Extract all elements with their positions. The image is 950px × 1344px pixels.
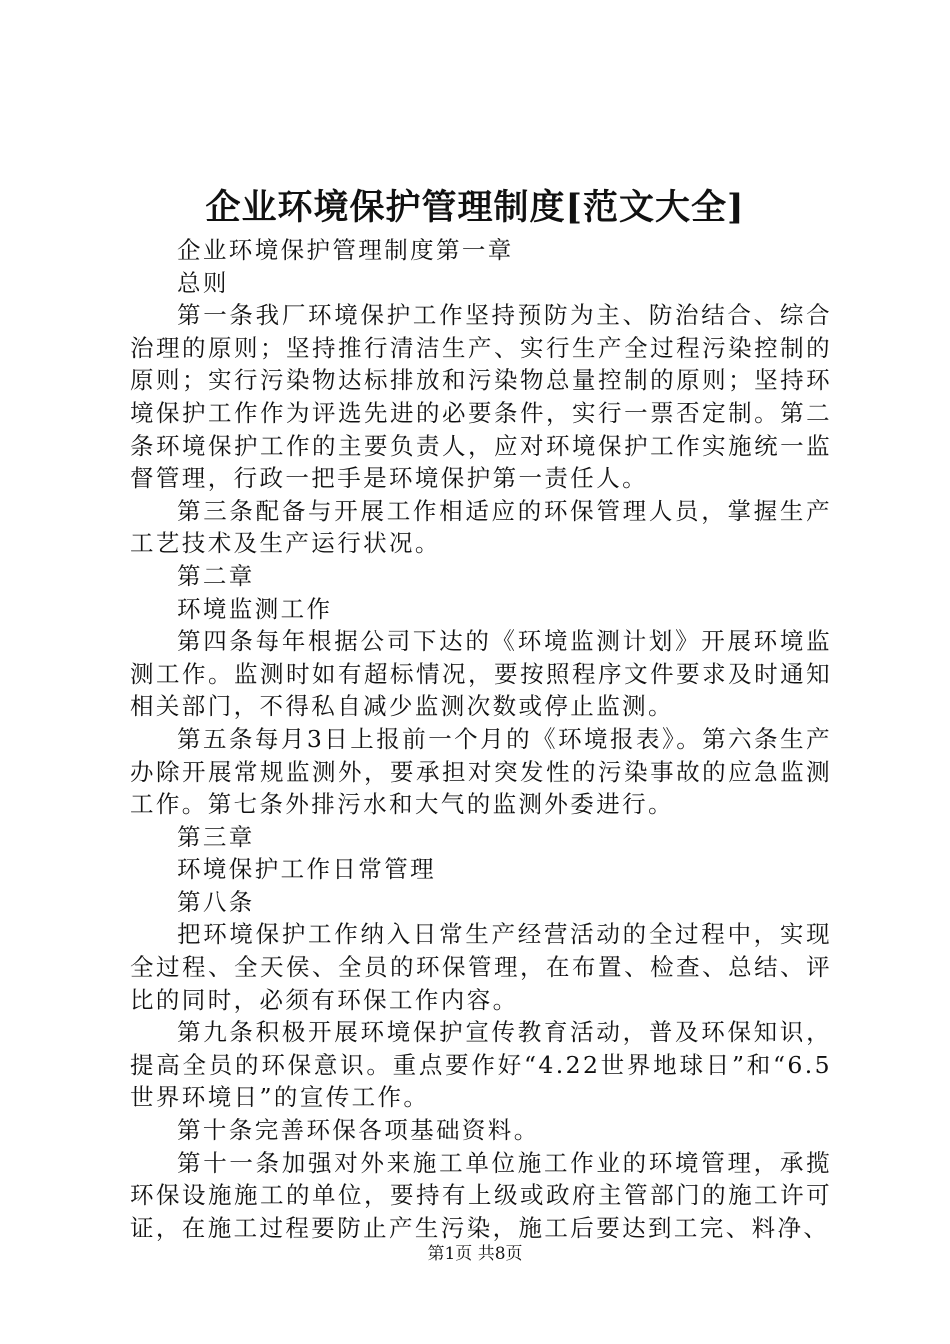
paragraph-chapter-3-heading: 第三章 — [177, 822, 255, 851]
document-title: 企业环境保护管理制度[范文大全] — [205, 187, 745, 228]
paragraph-chapter-2-heading: 第二章 — [177, 561, 255, 590]
document-body — [130, 234, 832, 1244]
paragraph-article-10: 第十条完善环保各项基础资料。 — [177, 1116, 540, 1145]
paragraph-article-9: 第九条积极开展环境保护宣传教育活动，普及环保知识，提高全员的环保意识。重点要作好“4.22世界地球日”和“6.5世界环境日”的宣传工作。 — [130, 1018, 832, 1112]
paragraph-article-4: 第四条每年根据公司下达的《环境监测计划》开展环境监测工作。监测时如有超标情况，要按照程序文件要求及时通知相关部门，不得私自减少监测次数或停止监测。 — [130, 627, 832, 721]
page-footer: 第1页 共8页 — [427, 1244, 523, 1264]
paragraph-general-provisions: 总则 — [177, 268, 229, 297]
paragraph-article-5: 第五条每月3日上报前一个月的《环境报表》。第六条生产办除开展常规监测外，要承担对突发性的污染事故的应急监测工作。第七条外排污水和大气的监测外委进行。 — [130, 724, 832, 819]
paragraph-article-3: 第三条配备与开展工作相适应的环保管理人员，掌握生产工艺技术及生产运行状况。 — [130, 496, 832, 558]
paragraph-article-1: 第一条我厂环境保护工作坚持预防为主、防治结合、综合治理的原则；坚持推行清洁生产、实行生产全过程污染控制的原则；实行污染物达标排放和污染物总量控制的原则；坚持环境保护工作作为评选先进的必要条件，实行一票否定制。第二条环境保护工作的主要负责人，应对环境保护工作实施统一监督管理，行政一把手是环境保护第一责任人。 — [130, 301, 832, 493]
paragraph-article-8: 把环境保护工作纳入日常生产经营活动的全过程中，实现全过程、全天侯、全员的环保管理，在布置、检查、总结、评比的同时，必须有环保工作内容。 — [130, 920, 832, 1014]
paragraph-monitoring-heading: 环境监测工作 — [177, 594, 333, 623]
paragraph-chapter-1-heading: 企业环境保护管理制度第一章 — [177, 236, 514, 264]
paragraph-article-11: 第十一条加强对外来施工单位施工作业的环境管理，承揽环保设施施工的单位，要持有上级或政府主管部门的施工许可证，在施工过程要防止产生污染，施工后要达到工完、料净、 — [130, 1148, 832, 1242]
paragraph-article-8-heading: 第八条 — [177, 887, 255, 916]
paragraph-daily-management-heading: 环境保护工作日常管理 — [177, 855, 436, 884]
